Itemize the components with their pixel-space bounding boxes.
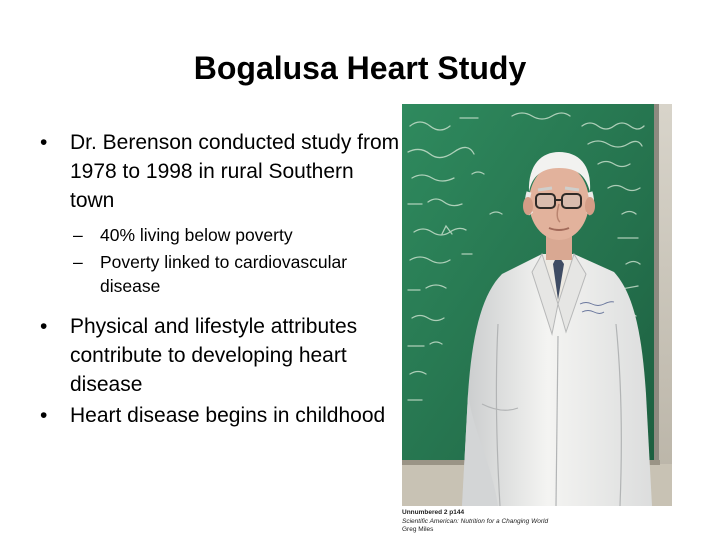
bullet-marker: • — [40, 131, 48, 154]
slide-title: Bogalusa Heart Study — [193, 50, 527, 86]
caption-credit: Greg Miles — [402, 526, 434, 533]
bullet-marker: • — [40, 315, 48, 338]
bullet-marker: • — [40, 404, 48, 427]
portrait-illustration — [402, 104, 672, 506]
sub-bullet-marker: – — [73, 225, 83, 245]
bullet-item — [40, 312, 400, 399]
portrait-photo — [402, 104, 672, 506]
sub-bullet-item — [40, 250, 400, 298]
sub-bullet-marker: – — [73, 252, 83, 272]
sub-bullet-text: 40% living below poverty — [100, 225, 293, 245]
photo-caption — [402, 509, 682, 535]
sub-bullet-item — [40, 223, 400, 247]
bullet-text: Dr. Berenson conducted study from 1978 to 1998 in rural Southern town — [70, 131, 400, 212]
sub-bullet-list — [40, 223, 400, 298]
bullet-item — [40, 401, 400, 430]
bullet-list — [40, 128, 400, 432]
bullet-text: Heart disease begins in childhood — [70, 404, 386, 427]
bullet-text: Physical and lifestyle attributes contribute to developing heart disease — [70, 315, 358, 396]
sub-bullet-text: Poverty linked to cardiovascular disease — [100, 252, 348, 296]
bullet-item — [40, 128, 400, 215]
caption-figure-number: Unnumbered 2 p144 — [402, 509, 465, 516]
caption-source: Scientific American: Nutrition for a Changing World — [402, 517, 549, 525]
